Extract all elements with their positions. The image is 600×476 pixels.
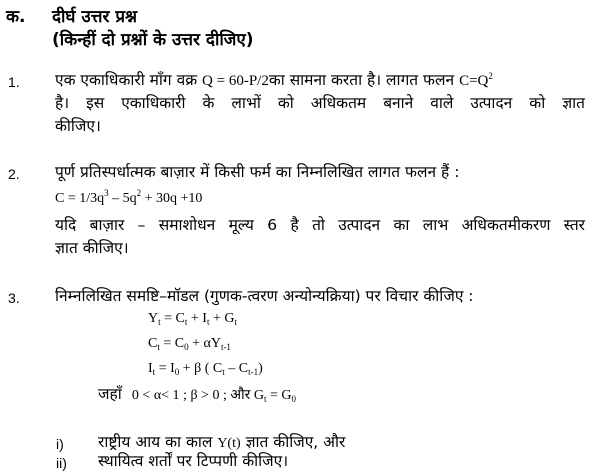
- question-line: निम्नलिखित समष्टि–मॉडल (गुणक-त्वरण अन्योन्यक्रिया) पर विचार कीजिए :: [55, 287, 474, 305]
- question-text: एक एकाधिकारी माँग वक्र: [55, 71, 198, 89]
- subpart-label: ii): [56, 455, 67, 471]
- subpart-text: स्थायित्व शर्तों पर टिप्पणी कीजिए।: [98, 452, 289, 470]
- demand-equation: Q = 60-P/2: [202, 73, 269, 89]
- section-marker: क.: [6, 7, 26, 27]
- cost-equation: $C = 1/3q^3 - 5q^2 + 30q +10$: [55, 188, 203, 206]
- subpart-label: i): [56, 436, 64, 452]
- income-function: Y(t): [217, 436, 241, 451]
- section-subtitle: (किन्हीं दो प्रश्नों के उत्तर दीजिए): [52, 30, 254, 50]
- consumption-equation: $C_t = C_0 + \alpha Y_{t-1}$: [148, 336, 231, 352]
- income-equation: $Y_t = C_t + I_t + G_t$: [148, 311, 237, 327]
- cost-function: $C=Q^2$: [459, 71, 493, 89]
- question-line: है। इस एकाधिकारी के लाभों को अधिकतम बनाने वाले उत्पादन को ज्ञात: [55, 94, 585, 112]
- investment-equation: $I_t = I_0 + \beta$ ( $C_t - C_{t-1}$): [148, 361, 263, 377]
- question-number: 2.: [8, 166, 20, 182]
- where-conditions: [98, 384, 296, 405]
- question-line: पूर्ण प्रतिस्पर्धात्मक बाज़ार में किसी फर्म का निम्नलिखित लागत फलन हैं :: [55, 163, 460, 181]
- question-number: 3.: [8, 290, 20, 306]
- question-line: कीजिए।: [55, 117, 101, 135]
- section-title: दीर्घ उत्तर प्रश्न: [52, 7, 138, 27]
- where-word: जहाँ: [98, 385, 122, 403]
- parameter-conditions: 0 < α< 1 ; β > 0 ; और $G_t = G_0$: [131, 388, 297, 404]
- question-text: का सामना करता है। लागत फलन: [268, 71, 455, 89]
- question-line: यदि बाज़ार – समाशोधन मूल्य 6 है तो उत्पादन का लाभ अधिकतमीकरण स्तर: [55, 216, 585, 234]
- subpart-text: राष्ट्रीय आय का काल Y(t) ज्ञात कीजिए, और: [98, 433, 346, 451]
- question-line: [55, 70, 585, 92]
- question-line: ज्ञात कीजिए।: [55, 239, 129, 257]
- question-number: 1.: [8, 74, 20, 90]
